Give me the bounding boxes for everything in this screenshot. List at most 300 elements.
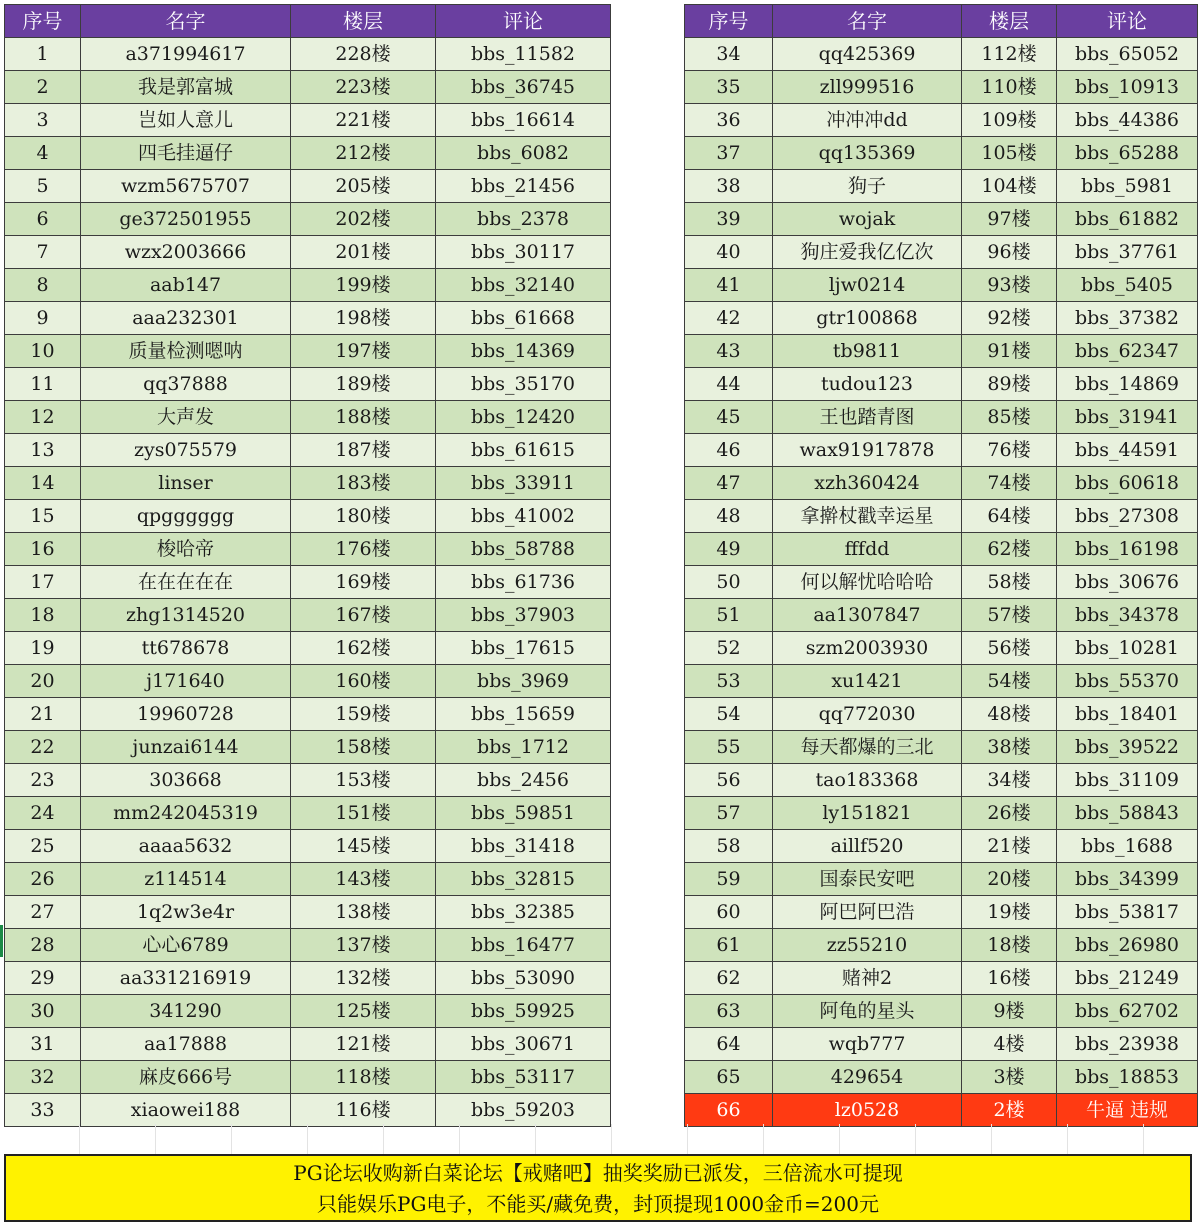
cell-comment: bbs_65052	[1057, 38, 1198, 71]
cell-index: 30	[5, 995, 81, 1028]
table-row	[5, 170, 611, 203]
cell-comment: bbs_39522	[1057, 731, 1198, 764]
cell-name: aillf520	[773, 830, 962, 863]
cell-index: 39	[685, 203, 773, 236]
cell-comment: bbs_31418	[436, 830, 611, 863]
cell-comment: bbs_62347	[1057, 335, 1198, 368]
cell-floor: 183楼	[291, 467, 436, 500]
cell-comment: bbs_61882	[1057, 203, 1198, 236]
cell-comment: bbs_32385	[436, 896, 611, 929]
cell-floor: 160楼	[291, 665, 436, 698]
table-row	[5, 269, 611, 302]
selected-row-marker	[0, 925, 3, 957]
cell-name: 冲冲冲dd	[773, 104, 962, 137]
cell-floor: 76楼	[962, 434, 1057, 467]
cell-floor: 16楼	[962, 962, 1057, 995]
cell-name: 何以解忧哈哈哈	[773, 566, 962, 599]
table-row	[685, 995, 1198, 1028]
cell-index: 51	[685, 599, 773, 632]
cell-comment: bbs_12420	[436, 401, 611, 434]
cell-floor: 93楼	[962, 269, 1057, 302]
cell-index: 32	[5, 1061, 81, 1094]
cell-index: 38	[685, 170, 773, 203]
table-row	[685, 1061, 1198, 1094]
cell-comment: bbs_61615	[436, 434, 611, 467]
notice-banner	[4, 1154, 1192, 1222]
cell-index: 54	[685, 698, 773, 731]
cell-floor: 4楼	[962, 1028, 1057, 1061]
cell-index: 64	[685, 1028, 773, 1061]
table-row	[685, 863, 1198, 896]
cell-index: 57	[685, 797, 773, 830]
cell-comment: bbs_16614	[436, 104, 611, 137]
cell-comment: bbs_23938	[1057, 1028, 1198, 1061]
cell-index: 49	[685, 533, 773, 566]
table-row	[685, 401, 1198, 434]
table-row	[5, 500, 611, 533]
cell-floor: 26楼	[962, 797, 1057, 830]
cell-name: xiaowei188	[81, 1094, 291, 1127]
cell-name: 麻皮666号	[81, 1061, 291, 1094]
cell-floor: 221楼	[291, 104, 436, 137]
table-row	[685, 368, 1198, 401]
cell-comment: bbs_27308	[1057, 500, 1198, 533]
cell-comment: 牛逼 违规	[1057, 1094, 1198, 1127]
cell-comment: bbs_32140	[436, 269, 611, 302]
cell-floor: 198楼	[291, 302, 436, 335]
cell-floor: 91楼	[962, 335, 1057, 368]
cell-comment: bbs_10913	[1057, 71, 1198, 104]
cell-name: xzh360424	[773, 467, 962, 500]
header-name: 名字	[81, 5, 291, 38]
cell-index: 15	[5, 500, 81, 533]
winners-table-left	[4, 4, 611, 1127]
header-index: 序号	[685, 5, 773, 38]
cell-comment: bbs_18401	[1057, 698, 1198, 731]
cell-name: gtr100868	[773, 302, 962, 335]
cell-index: 27	[5, 896, 81, 929]
cell-index: 13	[5, 434, 81, 467]
table-row	[685, 137, 1198, 170]
cell-name: 在在在在在	[81, 566, 291, 599]
cell-index: 36	[685, 104, 773, 137]
cell-floor: 3楼	[962, 1061, 1057, 1094]
notice-line-2: 只能娱乐PG电子，不能买/藏免费，封顶提现1000金币=200元	[316, 1192, 879, 1216]
cell-index: 45	[685, 401, 773, 434]
cell-comment: bbs_11582	[436, 38, 611, 71]
table-row	[685, 731, 1198, 764]
table-row	[685, 500, 1198, 533]
header-row	[685, 5, 1198, 38]
cell-floor: 187楼	[291, 434, 436, 467]
cell-index: 48	[685, 500, 773, 533]
header-name: 名字	[773, 5, 962, 38]
cell-floor: 145楼	[291, 830, 436, 863]
cell-floor: 58楼	[962, 566, 1057, 599]
cell-floor: 62楼	[962, 533, 1057, 566]
cell-floor: 169楼	[291, 566, 436, 599]
cell-comment: bbs_59203	[436, 1094, 611, 1127]
cell-floor: 2楼	[962, 1094, 1057, 1127]
cell-index: 34	[685, 38, 773, 71]
cell-comment: bbs_37903	[436, 599, 611, 632]
table-row	[5, 698, 611, 731]
cell-index: 1	[5, 38, 81, 71]
cell-comment: bbs_59925	[436, 995, 611, 1028]
cell-name: aa1307847	[773, 599, 962, 632]
cell-comment: bbs_21249	[1057, 962, 1198, 995]
cell-name: tudou123	[773, 368, 962, 401]
cell-name: 303668	[81, 764, 291, 797]
cell-comment: bbs_5405	[1057, 269, 1198, 302]
cell-index: 31	[5, 1028, 81, 1061]
cell-name: 质量检测嗯呐	[81, 335, 291, 368]
table-row	[5, 71, 611, 104]
cell-name: 拿擀杖戳幸运星	[773, 500, 962, 533]
cell-index: 7	[5, 236, 81, 269]
cell-name: aaa232301	[81, 302, 291, 335]
cell-name: zys075579	[81, 434, 291, 467]
cell-name: qq37888	[81, 368, 291, 401]
cell-comment: bbs_14369	[436, 335, 611, 368]
cell-index: 2	[5, 71, 81, 104]
cell-name: qq425369	[773, 38, 962, 71]
cell-name: 大声发	[81, 401, 291, 434]
table-row	[5, 962, 611, 995]
cell-floor: 18楼	[962, 929, 1057, 962]
table-row	[5, 764, 611, 797]
cell-name: wzx2003666	[81, 236, 291, 269]
cell-index: 44	[685, 368, 773, 401]
cell-floor: 110楼	[962, 71, 1057, 104]
cell-floor: 212楼	[291, 137, 436, 170]
table-row	[5, 599, 611, 632]
cell-index: 63	[685, 995, 773, 1028]
table-row	[5, 830, 611, 863]
cell-name: tt678678	[81, 632, 291, 665]
cell-comment: bbs_61668	[436, 302, 611, 335]
cell-index: 29	[5, 962, 81, 995]
cell-comment: bbs_59851	[436, 797, 611, 830]
cell-comment: bbs_15659	[436, 698, 611, 731]
table-row	[5, 995, 611, 1028]
cell-index: 6	[5, 203, 81, 236]
cell-floor: 162楼	[291, 632, 436, 665]
table-row	[685, 170, 1198, 203]
cell-floor: 112楼	[962, 38, 1057, 71]
cell-floor: 96楼	[962, 236, 1057, 269]
cell-comment: bbs_60618	[1057, 467, 1198, 500]
cell-floor: 189楼	[291, 368, 436, 401]
cell-comment: bbs_2456	[436, 764, 611, 797]
cell-floor: 138楼	[291, 896, 436, 929]
cell-floor: 143楼	[291, 863, 436, 896]
cell-name: tb9811	[773, 335, 962, 368]
cell-comment: bbs_16198	[1057, 533, 1198, 566]
cell-comment: bbs_18853	[1057, 1061, 1198, 1094]
cell-index: 26	[5, 863, 81, 896]
table-row	[685, 566, 1198, 599]
table-row	[5, 38, 611, 71]
cell-floor: 92楼	[962, 302, 1057, 335]
cell-name: lz0528	[773, 1094, 962, 1127]
cell-name: fffdd	[773, 533, 962, 566]
cell-comment: bbs_62702	[1057, 995, 1198, 1028]
cell-index: 10	[5, 335, 81, 368]
table-row	[5, 467, 611, 500]
cell-name: 狗子	[773, 170, 962, 203]
cell-name: ge372501955	[81, 203, 291, 236]
cell-floor: 48楼	[962, 698, 1057, 731]
cell-comment: bbs_31109	[1057, 764, 1198, 797]
cell-floor: 167楼	[291, 599, 436, 632]
table-row	[5, 335, 611, 368]
cell-floor: 223楼	[291, 71, 436, 104]
cell-name: 阿龟的星头	[773, 995, 962, 1028]
table-row	[5, 203, 611, 236]
cell-floor: 158楼	[291, 731, 436, 764]
cell-name: tao183368	[773, 764, 962, 797]
table-row	[685, 236, 1198, 269]
table-row	[685, 764, 1198, 797]
cell-index: 19	[5, 632, 81, 665]
cell-comment: bbs_17615	[436, 632, 611, 665]
cell-floor: 104楼	[962, 170, 1057, 203]
table-row	[685, 632, 1198, 665]
table-row	[685, 1094, 1198, 1127]
cell-comment: bbs_30117	[436, 236, 611, 269]
table-row	[5, 302, 611, 335]
cell-floor: 199楼	[291, 269, 436, 302]
cell-index: 17	[5, 566, 81, 599]
table-row	[685, 302, 1198, 335]
cell-floor: 19楼	[962, 896, 1057, 929]
table-row	[5, 401, 611, 434]
cell-comment: bbs_35170	[436, 368, 611, 401]
table-row	[685, 830, 1198, 863]
cell-index: 23	[5, 764, 81, 797]
cell-index: 33	[5, 1094, 81, 1127]
table-row	[685, 335, 1198, 368]
cell-name: 心心6789	[81, 929, 291, 962]
table-row	[685, 269, 1198, 302]
cell-comment: bbs_33911	[436, 467, 611, 500]
table-row	[5, 731, 611, 764]
cell-index: 65	[685, 1061, 773, 1094]
table-row	[5, 929, 611, 962]
notice-line-1: PG论坛收购新白菜论坛【戒赌吧】抽奖奖励已派发，三倍流水可提现	[293, 1161, 903, 1185]
cell-floor: 159楼	[291, 698, 436, 731]
cell-floor: 176楼	[291, 533, 436, 566]
cell-name: zhg1314520	[81, 599, 291, 632]
cell-floor: 21楼	[962, 830, 1057, 863]
table-row	[685, 698, 1198, 731]
cell-name: 国泰民安吧	[773, 863, 962, 896]
cell-index: 5	[5, 170, 81, 203]
cell-name: 阿巴阿巴浩	[773, 896, 962, 929]
table-row	[5, 104, 611, 137]
cell-index: 46	[685, 434, 773, 467]
cell-name: qq772030	[773, 698, 962, 731]
winners-table-right	[684, 4, 1198, 1127]
cell-floor: 197楼	[291, 335, 436, 368]
cell-name: ljw0214	[773, 269, 962, 302]
cell-name: wqb777	[773, 1028, 962, 1061]
cell-comment: bbs_31941	[1057, 401, 1198, 434]
cell-name: 梭哈帝	[81, 533, 291, 566]
cell-comment: bbs_6082	[436, 137, 611, 170]
cell-index: 24	[5, 797, 81, 830]
cell-index: 12	[5, 401, 81, 434]
cell-floor: 20楼	[962, 863, 1057, 896]
table-row	[685, 104, 1198, 137]
cell-name: zz55210	[773, 929, 962, 962]
table-row	[5, 665, 611, 698]
cell-index: 59	[685, 863, 773, 896]
cell-floor: 137楼	[291, 929, 436, 962]
table-row	[5, 1028, 611, 1061]
cell-comment: bbs_61736	[436, 566, 611, 599]
cell-name: zll999516	[773, 71, 962, 104]
cell-floor: 85楼	[962, 401, 1057, 434]
cell-name: linser	[81, 467, 291, 500]
cell-name: z114514	[81, 863, 291, 896]
cell-comment: bbs_36745	[436, 71, 611, 104]
cell-name: 我是郭富城	[81, 71, 291, 104]
cell-name: 19960728	[81, 698, 291, 731]
cell-name: 341290	[81, 995, 291, 1028]
cell-index: 37	[685, 137, 773, 170]
table-row	[685, 1028, 1198, 1061]
cell-index: 41	[685, 269, 773, 302]
cell-index: 55	[685, 731, 773, 764]
header-index: 序号	[5, 5, 81, 38]
cell-comment: bbs_16477	[436, 929, 611, 962]
cell-comment: bbs_53817	[1057, 896, 1198, 929]
cell-name: aab147	[81, 269, 291, 302]
table-row	[685, 467, 1198, 500]
cell-floor: 109楼	[962, 104, 1057, 137]
cell-comment: bbs_34399	[1057, 863, 1198, 896]
cell-name: j171640	[81, 665, 291, 698]
cell-name: wax91917878	[773, 434, 962, 467]
cell-index: 40	[685, 236, 773, 269]
cell-comment: bbs_53090	[436, 962, 611, 995]
table-row	[685, 665, 1198, 698]
cell-comment: bbs_37761	[1057, 236, 1198, 269]
cell-comment: bbs_1688	[1057, 830, 1198, 863]
cell-name: wojak	[773, 203, 962, 236]
cell-name: aa331216919	[81, 962, 291, 995]
table-row	[5, 533, 611, 566]
cell-comment: bbs_1712	[436, 731, 611, 764]
cell-floor: 153楼	[291, 764, 436, 797]
header-floor: 楼层	[291, 5, 436, 38]
cell-comment: bbs_2378	[436, 203, 611, 236]
cell-index: 3	[5, 104, 81, 137]
header-comment: 评论	[436, 5, 611, 38]
cell-index: 60	[685, 896, 773, 929]
cell-comment: bbs_3969	[436, 665, 611, 698]
cell-floor: 201楼	[291, 236, 436, 269]
cell-name: 王也踏青图	[773, 401, 962, 434]
cell-index: 52	[685, 632, 773, 665]
cell-index: 9	[5, 302, 81, 335]
table-row	[5, 434, 611, 467]
cell-floor: 57楼	[962, 599, 1057, 632]
cell-name: szm2003930	[773, 632, 962, 665]
cell-comment: bbs_58843	[1057, 797, 1198, 830]
cell-name: qpgggggg	[81, 500, 291, 533]
cell-comment: bbs_21456	[436, 170, 611, 203]
table-row	[5, 368, 611, 401]
cell-index: 4	[5, 137, 81, 170]
cell-floor: 228楼	[291, 38, 436, 71]
table-row	[685, 797, 1198, 830]
cell-index: 61	[685, 929, 773, 962]
cell-comment: bbs_58788	[436, 533, 611, 566]
cell-name: aaaa5632	[81, 830, 291, 863]
cell-index: 47	[685, 467, 773, 500]
table-row	[5, 863, 611, 896]
cell-floor: 34楼	[962, 764, 1057, 797]
cell-comment: bbs_37382	[1057, 302, 1198, 335]
cell-floor: 38楼	[962, 731, 1057, 764]
table-row	[5, 1061, 611, 1094]
cell-comment: bbs_5981	[1057, 170, 1198, 203]
cell-index: 21	[5, 698, 81, 731]
cell-index: 25	[5, 830, 81, 863]
cell-floor: 116楼	[291, 1094, 436, 1127]
table-row	[5, 566, 611, 599]
cell-floor: 151楼	[291, 797, 436, 830]
cell-index: 8	[5, 269, 81, 302]
cell-comment: bbs_44386	[1057, 104, 1198, 137]
cell-name: xu1421	[773, 665, 962, 698]
table-row	[685, 71, 1198, 104]
cell-index: 28	[5, 929, 81, 962]
cell-index: 43	[685, 335, 773, 368]
cell-index: 42	[685, 302, 773, 335]
cell-name: a371994617	[81, 38, 291, 71]
cell-comment: bbs_55370	[1057, 665, 1198, 698]
cell-floor: 74楼	[962, 467, 1057, 500]
header-floor: 楼层	[962, 5, 1057, 38]
cell-index: 22	[5, 731, 81, 764]
cell-floor: 97楼	[962, 203, 1057, 236]
table-row	[685, 896, 1198, 929]
cell-name: 岂如人意儿	[81, 104, 291, 137]
cell-name: 四毛挂逼仔	[81, 137, 291, 170]
table-row	[685, 599, 1198, 632]
cell-floor: 121楼	[291, 1028, 436, 1061]
cell-index: 11	[5, 368, 81, 401]
cell-comment: bbs_10281	[1057, 632, 1198, 665]
header-row	[5, 5, 611, 38]
cell-comment: bbs_26980	[1057, 929, 1198, 962]
cell-comment: bbs_65288	[1057, 137, 1198, 170]
cell-comment: bbs_53117	[436, 1061, 611, 1094]
cell-floor: 180楼	[291, 500, 436, 533]
cell-floor: 89楼	[962, 368, 1057, 401]
cell-name: wzm5675707	[81, 170, 291, 203]
cell-index: 50	[685, 566, 773, 599]
cell-comment: bbs_32815	[436, 863, 611, 896]
table-row	[5, 236, 611, 269]
cell-floor: 56楼	[962, 632, 1057, 665]
cell-name: 狗庄爱我亿亿次	[773, 236, 962, 269]
cell-name: mm242045319	[81, 797, 291, 830]
